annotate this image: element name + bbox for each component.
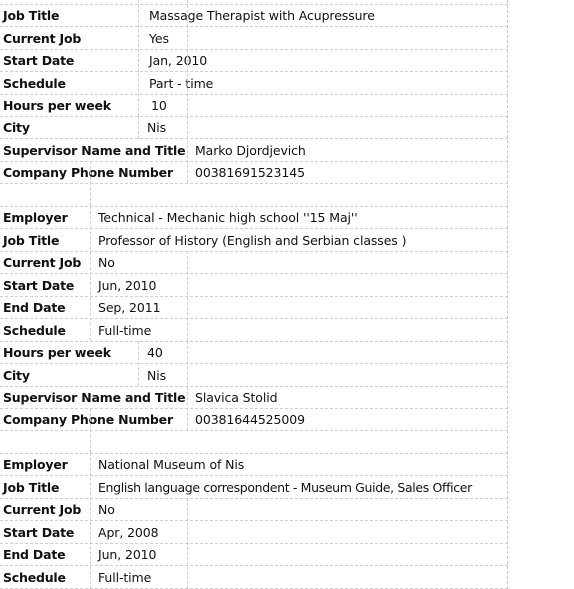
table-row[interactable] [0,229,508,251]
field-label: Start Date [3,525,75,540]
table-row[interactable] [0,251,508,273]
field-label: Start Date [3,53,75,68]
field-label: Hours per week [3,345,111,360]
field-label: Company Phone Number [3,165,173,180]
field-value: Professor of History (English and Serbian classes ) [98,233,407,248]
table-row[interactable] [0,476,508,498]
table-row[interactable] [0,319,508,341]
field-label: Current Job [3,502,82,517]
table-row[interactable] [0,341,508,363]
field-label: Employer [3,457,68,472]
table-row[interactable] [0,543,508,565]
table-row[interactable] [0,386,508,408]
field-label: Schedule [3,570,66,585]
field-value: Part - time [149,76,214,91]
field-value: 10 [151,98,167,113]
table-row[interactable] [0,408,508,430]
table-row[interactable] [0,521,508,543]
field-label: Schedule [3,323,66,338]
field-label: Supervisor Name and Title [3,390,186,405]
field-label: End Date [3,547,66,562]
field-value: English language correspondent - Museum Guide, Sales Officer [98,480,472,495]
field-label: Start Date [3,278,75,293]
table-row[interactable] [0,274,508,296]
table-row[interactable] [0,4,508,26]
field-value: Slavica Stolid [195,390,278,405]
field-value: Sep, 2011 [98,300,161,315]
table-row[interactable] [0,49,508,71]
field-value: Jun, 2010 [98,278,157,293]
table-row[interactable] [0,116,508,138]
field-value: No [98,502,115,517]
table-row[interactable] [0,27,508,49]
field-label: Job Title [3,8,60,23]
field-value: Nis [147,120,167,135]
field-label: Current Job [3,255,82,270]
table-row[interactable] [0,206,508,228]
field-label: Hours per week [3,98,111,113]
field-label: City [3,120,30,135]
field-value: Jun, 2010 [98,547,157,562]
field-value: Marko Djordjevich [195,143,306,158]
field-label: Supervisor Name and Title [3,143,186,158]
field-label: Schedule [3,76,66,91]
field-value: Apr, 2008 [98,525,159,540]
table-row[interactable] [0,453,508,475]
field-value: No [98,255,115,270]
field-label: City [3,368,30,383]
field-value: Jan, 2010 [149,53,208,68]
field-value: 40 [147,345,163,360]
table-row[interactable] [0,566,508,588]
field-value: 00381644525009 [195,412,305,427]
field-label: Job Title [3,480,60,495]
field-value: Massage Therapist with Acupressure [149,8,375,23]
field-label: End Date [3,300,66,315]
field-label: Employer [3,210,68,225]
table-row[interactable] [0,94,508,116]
table-row[interactable] [0,364,508,386]
field-value: Full-time [98,570,152,585]
field-value: Full-time [98,323,152,338]
field-label: Job Title [3,233,60,248]
field-label: Current Job [3,31,82,46]
field-value: Yes [149,31,169,46]
table-row[interactable] [0,296,508,318]
table-row[interactable] [0,498,508,520]
table-row[interactable] [0,161,508,183]
table-row[interactable] [0,72,508,94]
field-value: Nis [147,368,167,383]
field-value: Technical - Mechanic high school ''15 Maj'' [98,210,358,225]
field-value: 00381691523145 [195,165,305,180]
field-label: Company Phone Number [3,412,173,427]
table-row[interactable] [0,139,508,161]
field-value: National Museum of Nis [98,457,245,472]
